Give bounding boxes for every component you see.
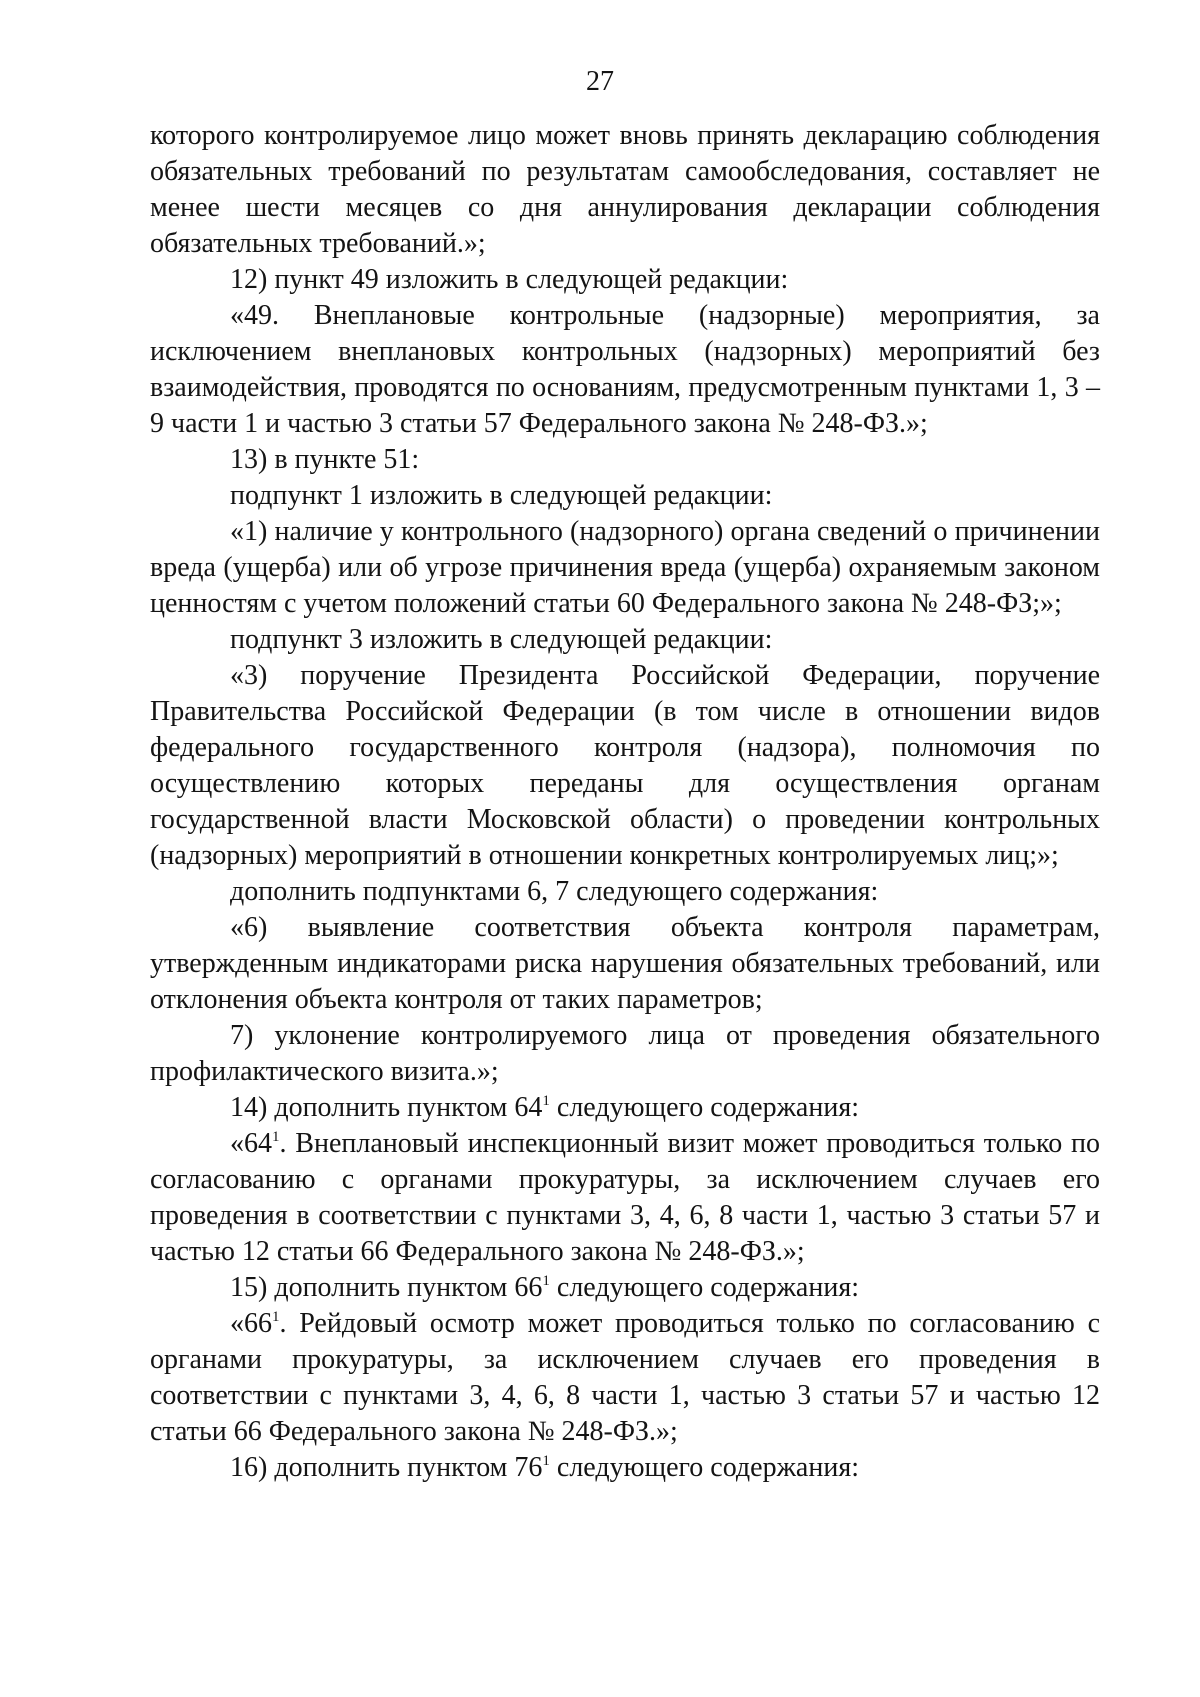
paragraph: 14) дополнить пунктом $64^1$ следующего содержания: — [230, 1092, 859, 1123]
paragraph: «$64^1$. Внеплановый инспекционный визит может проводиться только по согласованию с органами прокуратуры, за исключением случаев его проведения в соответствии с пунктами 3, 4, 6, 8 части 1, частью 3 статьи 57 и частью 12 статьи 66 Федерального закона № 248-ФЗ.»; — [150, 1128, 1100, 1267]
paragraph: 13) в пункте 51: — [230, 444, 420, 475]
paragraph: дополнить подпунктами 6, 7 следующего содержания: — [230, 876, 879, 907]
paragraph: «1) наличие у контрольного (надзорного) органа сведений о причинении вреда (ущерба) или об угрозе причинения вреда (ущерба) охраняемым законом ценностям с учетом положений статьи 60 Федерального закона № 248-ФЗ;»; — [150, 516, 1100, 619]
paragraph: 16) дополнить пунктом $76^1$ следующего содержания: — [230, 1452, 859, 1483]
paragraph: «49. Внеплановые контрольные (надзорные) мероприятия, за исключением внеплановых контрольных (надзорных) мероприятий без взаимодействия, проводятся по основаниям, предусмотренным пунктами 1, 3 – 9 части 1 и частью 3 статьи 57 Федерального закона № 248-ФЗ.»; — [150, 300, 1100, 439]
paragraph: 7) уклонение контролируемого лица от проведения обязательного профилактического визита.»; — [150, 1020, 1100, 1087]
page-number: 27 — [586, 66, 614, 97]
superscript-one: 1 — [542, 1453, 550, 1469]
paragraph: которого контролируемое лицо может вновь принять декларацию соблюдения обязательных требований по результатам самообследования, составляет не менее шести месяцев со дня аннулирования декларации соблюдения обязательных требований.»; — [150, 120, 1100, 259]
superscript-one: 1 — [272, 1129, 280, 1145]
paragraph: подпункт 3 изложить в следующей редакции: — [230, 624, 773, 655]
paragraph: подпункт 1 изложить в следующей редакции: — [230, 480, 773, 511]
paragraph: «$66^1$. Рейдовый осмотр может проводиться только по согласованию с органами прокуратуры, за исключением случаев его проведения в соответствии с пунктами 3, 4, 6, 8 части 1, частью 3 статьи 57 и частью 12 статьи 66 Федерального закона № 248-ФЗ.»; — [150, 1308, 1100, 1447]
paragraph: 15) дополнить пунктом $66^1$ следующего содержания: — [230, 1272, 859, 1303]
superscript-one: 1 — [272, 1309, 280, 1325]
paragraph: 12) пункт 49 изложить в следующей редакции: — [230, 264, 789, 295]
superscript-one: 1 — [542, 1273, 550, 1289]
paragraph: «6) выявление соответствия объекта контроля параметрам, утвержденным индикаторами риска нарушения обязательных требований, или отклонения объекта контроля от таких параметров; — [150, 912, 1100, 1015]
superscript-one: 1 — [542, 1093, 550, 1109]
paragraph: «3) поручение Президента Российской Федерации, поручение Правительства Российской Федерации (в том числе в отношении видов федерального государственного контроля (надзора), полномочия по осуществлению которых переданы для осуществления органам государственной власти Московской области) о проведении контрольных (надзорных) мероприятий в отношении конкретных контролируемых лиц;»; — [150, 660, 1100, 871]
document-body — [150, 118, 1100, 1486]
